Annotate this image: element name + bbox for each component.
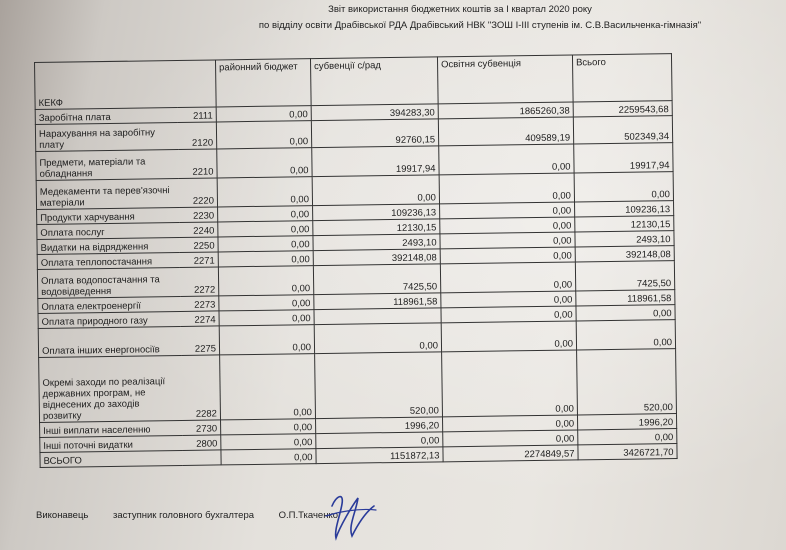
row-code: 2120	[178, 122, 217, 150]
row-district: 0,00	[217, 177, 312, 207]
row-subvention: 19917,94	[312, 146, 439, 177]
row-district: 0,00	[219, 295, 314, 311]
row-total: 19917,94	[574, 143, 673, 173]
row-code: 2272	[180, 267, 219, 297]
row-subvention: 0,00	[312, 175, 439, 206]
row-education: 0,00	[441, 321, 576, 352]
row-name: Інші виплати населенню	[40, 420, 183, 437]
row-subvention: 118961,58	[314, 293, 441, 310]
totals-code	[182, 450, 221, 466]
row-code: 2273	[180, 296, 219, 312]
row-district: 0,00	[217, 148, 312, 178]
totals-subvention: 1151872,13	[316, 447, 443, 464]
row-subvention: 520,00	[315, 352, 443, 419]
row-education: 0,00	[440, 247, 575, 264]
row-name: Заробітна плата	[35, 107, 178, 124]
row-district: 0,00	[216, 106, 311, 122]
row-district: 0,00	[216, 121, 311, 149]
col-header-code	[177, 60, 216, 108]
row-total: 0,00	[576, 305, 675, 321]
row-name: Оплата електроенергії	[38, 296, 181, 313]
row-subvention: 2493,10	[313, 234, 440, 251]
row-name: Предмети, матеріали та обладнання	[36, 149, 179, 180]
totals-total: 3426721,70	[578, 444, 677, 460]
row-name: Інші поточні видатки	[40, 435, 183, 452]
row-total: 12130,15	[575, 216, 674, 232]
title-line-1: Звіт використання бюджетних коштів за I квартал 2020 року	[328, 4, 592, 15]
footer-position: заступник головного бухгалтера	[112, 510, 255, 521]
row-name: Оплата послуг	[37, 222, 180, 239]
row-district: 0,00	[220, 354, 316, 420]
title-line-2: по відділу освіти Драбівської РДА Драбівський НВК "ЗОШ I-III ступенів ім. С.В.Васильченка-гімназія"	[258, 20, 702, 31]
row-district: 0,00	[218, 206, 313, 222]
row-subvention: 7425,50	[313, 264, 440, 295]
row-code: 2111	[178, 107, 217, 123]
row-district: 0,00	[221, 419, 316, 435]
row-name: Оплата водопостачання та водовідведення	[37, 267, 180, 298]
footer-role: Виконавець	[36, 510, 89, 521]
row-education: 0,00	[440, 262, 575, 293]
row-total: 1996,20	[577, 414, 676, 430]
row-subvention: 92760,15	[311, 119, 438, 148]
budget-report-table	[34, 53, 678, 468]
footer-person: О.П.Ткаченко	[278, 510, 339, 521]
row-education: 0,00	[443, 430, 578, 447]
row-total: 392148,08	[575, 246, 674, 262]
row-education: 0,00	[439, 144, 574, 175]
row-total: 502349,34	[573, 116, 672, 144]
col-header-total: Всього	[572, 54, 672, 102]
row-district: 0,00	[218, 221, 313, 237]
row-district: 0,00	[221, 434, 316, 450]
row-education: 0,00	[442, 415, 577, 432]
row-name: Видатки на відрядження	[37, 237, 180, 254]
row-name: Оплата теплопостачання	[37, 252, 180, 269]
row-education: 0,00	[440, 202, 575, 219]
row-district: 0,00	[218, 236, 313, 252]
row-code: 2240	[179, 222, 218, 238]
row-district: 0,00	[219, 325, 314, 355]
row-total: 2259543,68	[573, 101, 672, 117]
col-header-subvention: субвенції с/рад	[310, 57, 438, 106]
table-row	[39, 349, 677, 423]
row-name: Окремі заходи по реалізації державних програм, не віднесених до заходів розвитку	[39, 355, 182, 422]
row-code: 2230	[179, 207, 218, 223]
row-subvention: 12130,15	[313, 219, 440, 236]
col-header-education: Освітня субвенція	[437, 55, 573, 104]
row-code: 2282	[181, 355, 220, 421]
row-subvention: 394283,30	[311, 104, 438, 121]
row-district: 0,00	[219, 310, 314, 326]
row-subvention: 1996,20	[316, 417, 443, 434]
row-education: 0,00	[439, 173, 574, 204]
row-code: 2210	[178, 149, 217, 179]
col-header-district: районний бюджет	[215, 59, 311, 107]
row-education: 409589,19	[438, 117, 573, 146]
row-total: 118961,58	[576, 290, 675, 306]
row-total: 109236,13	[575, 201, 674, 217]
row-code: 2730	[182, 420, 221, 436]
row-education: 0,00	[442, 350, 578, 417]
row-name: Оплата природного газу	[38, 311, 181, 328]
row-subvention: 0,00	[314, 323, 441, 354]
row-total: 7425,50	[575, 261, 674, 291]
row-total: 0,00	[578, 429, 677, 445]
col-header-kekv: КЕКФ	[35, 61, 178, 110]
row-education: 0,00	[441, 291, 576, 308]
row-total: 520,00	[577, 349, 677, 415]
totals-education: 2274849,57	[443, 445, 578, 462]
report-title	[200, 2, 720, 34]
row-code: 2220	[179, 178, 218, 208]
handwritten-signature	[318, 486, 382, 544]
row-total: 2493,10	[575, 231, 674, 247]
row-code: 2271	[180, 252, 219, 268]
row-name: Медекаменти та перев'язочні матеріали	[36, 178, 179, 209]
row-code: 2800	[182, 435, 221, 451]
row-total: 0,00	[574, 172, 673, 202]
row-code: 2250	[179, 237, 218, 253]
row-district: 0,00	[218, 251, 313, 267]
signature-line	[36, 510, 360, 521]
row-education: 0,00	[440, 232, 575, 249]
row-education: 0,00	[440, 217, 575, 234]
row-subvention: 0,00	[316, 432, 443, 449]
row-name: Нарахування на заробітну плату	[35, 122, 178, 151]
row-total: 0,00	[576, 320, 675, 350]
row-education: 1865260,38	[438, 102, 573, 119]
totals-label: ВСЬОГО	[40, 450, 183, 467]
row-code: 2274	[180, 311, 219, 327]
row-subvention: 392148,08	[313, 249, 440, 266]
row-name: Оплата інших енергоносіїв	[38, 326, 181, 357]
row-code: 2275	[181, 326, 220, 356]
totals-district: 0,00	[221, 449, 316, 465]
row-district: 0,00	[218, 266, 313, 296]
row-name: Продукти харчування	[37, 207, 180, 224]
row-subvention: 109236,13	[313, 204, 440, 221]
row-education: 0,00	[441, 306, 576, 323]
